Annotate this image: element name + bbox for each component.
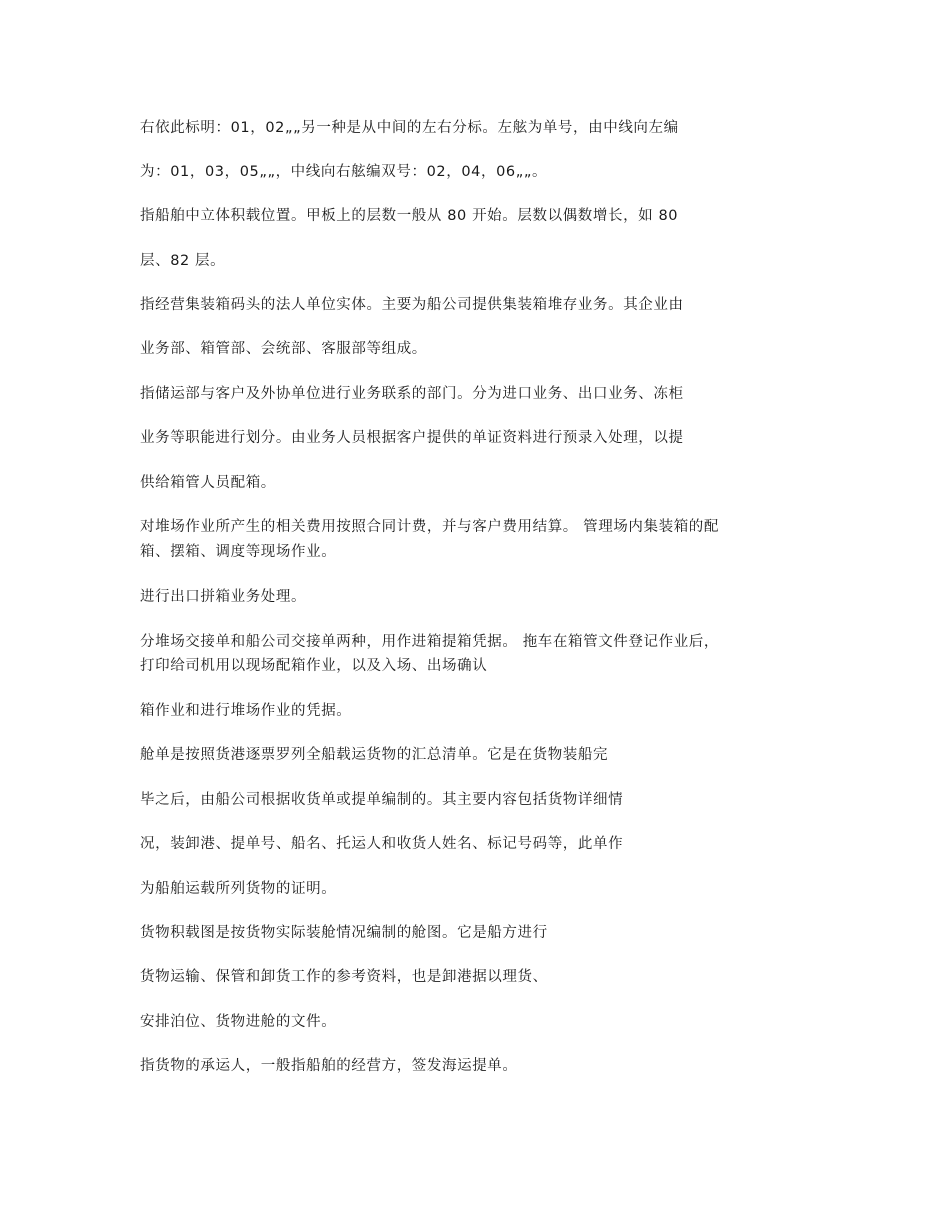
text-line: 毕之后，由船公司根据收货单或提单编制的。其主要内容包括货物详细情 [140,792,624,808]
text-line: 层、82 层。 [140,253,226,269]
text-line: 分堆场交接单和船公司交接单两种，用作进箱提箱凭据。 拖车在箱管文件登记作业后， [140,634,720,650]
text-line: 打印给司机用以现场配箱作业，以及入场、出场确认 [140,658,488,674]
text-line: 为：01，03，05„„，中线向右舷编双号：02，04，06„„。 [140,164,548,180]
text-line: 业务等职能进行划分。由业务人员根据客户提供的单证资料进行预录入处理，以提 [140,430,684,446]
text-line: 安排泊位、货物进舱的文件。 [140,1014,337,1030]
text-line: 业务部、箱管部、会统部、客服部等组成。 [140,341,427,357]
text-line: 指经营集装箱码头的法人单位实体。主要为船公司提供集装箱堆存业务。其企业由 [140,297,684,313]
text-line: 舱单是按照货港逐票罗列全船载运货物的汇总清单。它是在货物装船完 [140,747,609,763]
text-line: 右依此标明：01，02„„另一种是从中间的左右分标。左舷为单号，由中线向左编 [140,120,679,136]
text-line: 指货物的承运人，一般指船舶的经营方，签发海运提单。 [140,1058,518,1074]
text-line: 货物积载图是按货物实际装舱情况编制的舱图。它是船方进行 [140,925,548,941]
text-line: 货物运输、保管和卸货工作的参考资料，也是卸港据以理货、 [140,969,548,985]
text-line: 指船舶中立体积载位置。甲板上的层数一般从 80 开始。层数以偶数增长，如 80 [140,208,679,224]
text-line: 指储运部与客户及外协单位进行业务联系的部门。分为进口业务、出口业务、冻柜 [140,386,684,402]
text-line: 箱作业和进行堆场作业的凭据。 [140,703,352,719]
text-line: 进行出口拼箱业务处理。 [140,589,307,605]
text-line: 箱、摆箱、调度等现场作业。 [140,544,337,560]
text-line: 对堆场作业所产生的相关费用按照合同计费，并与客户费用结算。 管理场内集装箱的配 [140,519,720,535]
text-line: 供给箱管人员配箱。 [140,475,276,491]
text-line: 况，装卸港、提单号、船名、托运人和收货人姓名、标记号码等，此单作 [140,836,624,852]
text-line: 为船舶运载所列货物的证明。 [140,881,337,897]
